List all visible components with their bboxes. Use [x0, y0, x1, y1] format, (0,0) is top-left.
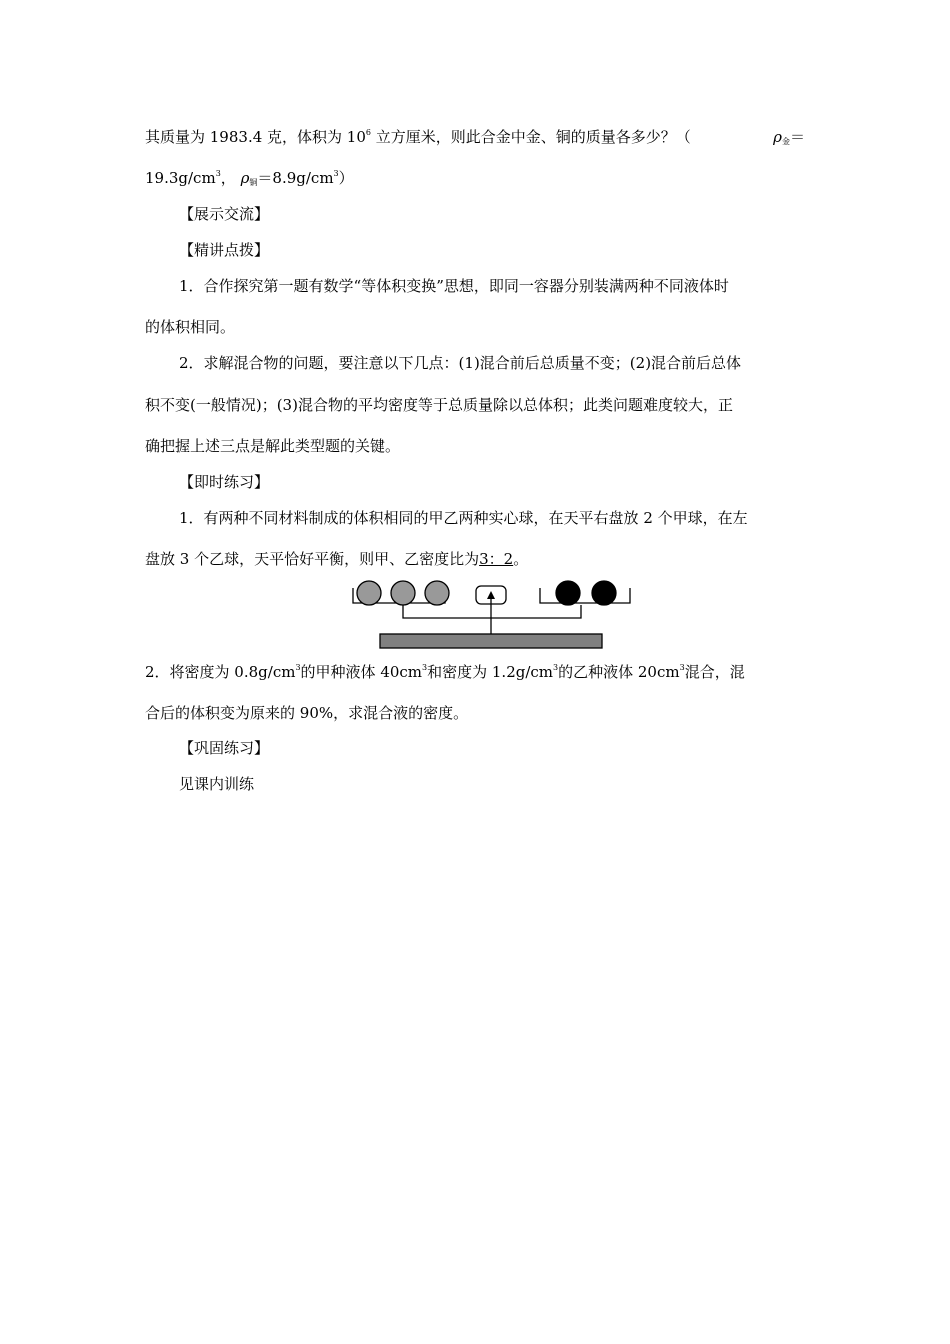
text-segment: 和密度为 1.2g/cm — [427, 663, 554, 681]
balance-arm — [403, 605, 581, 618]
text-segment: ） — [338, 169, 354, 187]
superscript: 3 — [295, 663, 301, 672]
text-line: 确把握上述三点是解此类型题的关键。 — [145, 437, 401, 455]
subscript-copper: 铜 — [249, 178, 258, 187]
left-ball — [425, 581, 449, 605]
text-segment: ， — [220, 169, 236, 187]
text-line — [145, 168, 354, 188]
text-segment: 立方厘米，则此合金中金、铜的质量各多少？（ — [370, 128, 691, 146]
right-pan — [540, 588, 630, 603]
superscript: 3 — [679, 663, 685, 672]
superscript: 3 — [333, 169, 339, 178]
text-line: 1．合作探究第一题有数学“等体积变换”思想，即同一容器分别装满两种不同液体时 — [179, 277, 729, 295]
text-segment: 2．将密度为 0.8g/cm — [145, 663, 296, 681]
text-line — [145, 662, 805, 682]
section-heading-explain: 【精讲点拨】 — [179, 241, 270, 259]
text-line: 积不变(一般情况)；(3)混合物的平均密度等于总质量除以总体积；此类问题难度较大，正 — [145, 396, 733, 414]
text-segment: ＝ — [789, 128, 805, 146]
section-heading-practice: 【即时练习】 — [179, 473, 270, 491]
answer-blank: 3：2 — [479, 550, 514, 568]
text-segment: ＝8.9g/cm — [257, 169, 334, 187]
rho-symbol: ρ — [240, 169, 250, 187]
superscript: 3 — [553, 663, 559, 672]
right-ball — [556, 581, 580, 605]
right-ball — [592, 581, 616, 605]
left-ball — [357, 581, 381, 605]
superscript: 6 — [365, 128, 371, 137]
text-line: 的体积相同。 — [145, 318, 236, 336]
text-line: 合后的体积变为原来的 90%，求混合液的密度。 — [145, 704, 469, 722]
text-segment: 的乙种液体 20cm — [558, 663, 680, 681]
rho-symbol: ρ — [773, 128, 782, 146]
balance-diagram — [350, 578, 635, 653]
left-ball — [391, 581, 415, 605]
superscript: 3 — [215, 169, 221, 178]
text-line — [145, 549, 528, 569]
subscript-gold: 金 — [781, 137, 790, 146]
text-segment: 混合，混 — [684, 663, 745, 681]
homework-text: 见课内训练 — [179, 775, 255, 793]
text-line — [145, 127, 805, 147]
text-segment: 19.3g/cm — [145, 169, 216, 187]
text-segment: 盘放 3 个乙球，天平恰好平衡，则甲、乙密度比为 — [145, 550, 480, 568]
section-heading-consolidate: 【巩固练习】 — [179, 739, 270, 757]
text-segment: 的甲种液体 40cm — [300, 663, 423, 681]
text-segment: 其质量为 1983.4 克，体积为 10 — [145, 128, 366, 146]
superscript: 3 — [422, 663, 428, 672]
text-line: 2．求解混合物的问题，要注意以下几点：(1)混合前后总质量不变；(2)混合前后总体 — [179, 354, 742, 372]
text-segment: 。 — [513, 550, 529, 568]
text-line: 1．有两种不同材料制成的体积相同的甲乙两种实心球，在天平右盘放 2 个甲球，在左 — [179, 509, 748, 527]
section-heading-show: 【展示交流】 — [179, 205, 270, 223]
balance-base — [380, 634, 602, 648]
